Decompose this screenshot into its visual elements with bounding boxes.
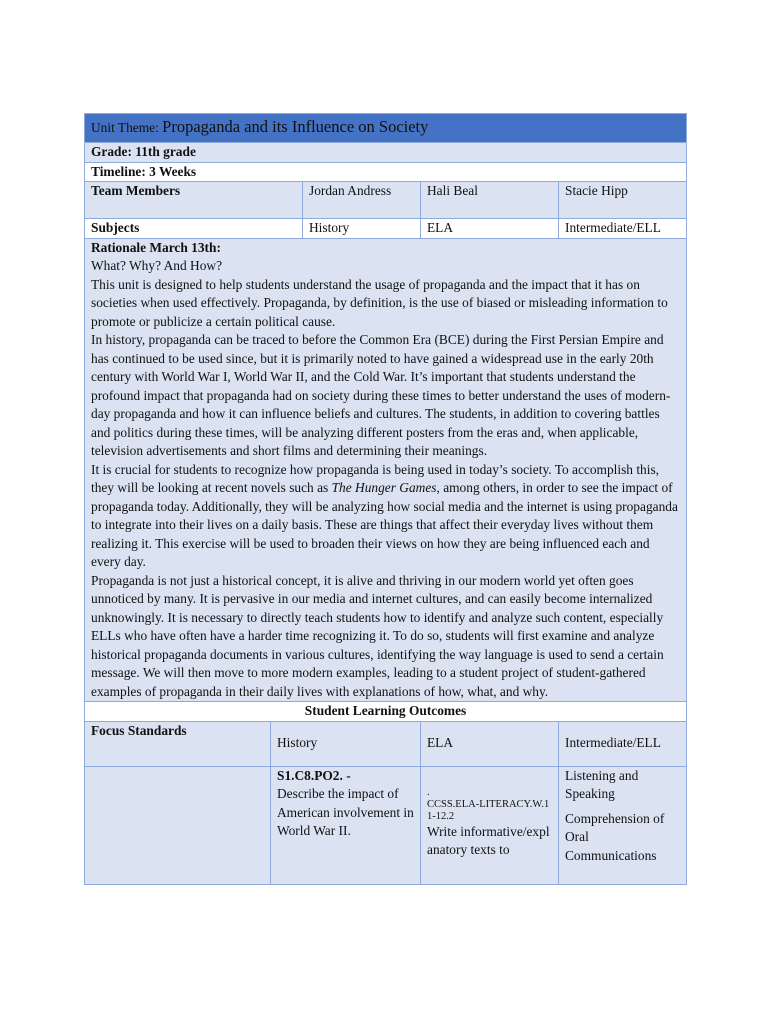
grade-row (85, 143, 687, 163)
ell-standard-line-1: Listening and Speaking (565, 767, 639, 801)
team-members-row (85, 182, 687, 219)
timeline-text: Timeline: 3 Weeks (85, 162, 687, 182)
history-standard-code: S1.C8.PO2. - (277, 767, 351, 783)
rationale-paragraph-2: In history, propaganda can be traced to before the Common Era (BCE) during the First Persian Empire and has continued to be used since, but it is primarily noted to have gained a widespread use in the early 20th century with World War I, World War II, and the Cold War. It’s important that students understand the profound impact that propaganda had on society during these times to better understand the uses of modern-day propaganda and how it can influence beliefs and cultures. The students, in addition to covering battles and politics during these times, will be analyzing different posters from the eras and, when applicable, television advertisements and short films and determining their meanings. (91, 332, 671, 458)
ell-standard-line-2: Comprehension of Oral Communications (565, 810, 665, 863)
standards-detail-row (85, 766, 687, 884)
column-ell: Intermediate/ELL (559, 721, 687, 766)
rationale-row (85, 238, 687, 702)
unit-theme-row (85, 114, 687, 143)
subject-history: History (303, 219, 421, 239)
rationale-p3-end: , among others, in order to see the impact of propaganda today. Additionally, they will be analyzing how social media and the internet is using propaganda to integrate into their lives on a daily basis. These are things that affect their everyday lives without them realizing it. This exercise will be used to broaden their views on how they are being influenced each and every day. (91, 480, 678, 569)
history-standard-text: Describe the impact of American involvement in World War II. (277, 786, 414, 838)
novel-title: The Hunger Games (331, 480, 437, 495)
standards-empty-cell (85, 766, 271, 884)
outcomes-heading: Student Learning Outcomes (85, 702, 687, 722)
team-members-label: Team Members (85, 182, 303, 219)
focus-standards-label: Focus Standards (85, 721, 271, 766)
ela-standard-dot: . (427, 786, 430, 798)
subject-ell: Intermediate/ELL (559, 219, 687, 239)
subjects-label: Subjects (85, 219, 303, 239)
team-member-3: Stacie Hipp (559, 182, 687, 219)
rationale-heading: Rationale March 13th: (91, 239, 221, 255)
unit-plan-table (84, 113, 687, 885)
team-member-2: Hali Beal (421, 182, 559, 219)
ell-standard-cell (559, 766, 687, 884)
column-history: History (271, 721, 421, 766)
outcomes-heading-row (85, 702, 687, 722)
subjects-row (85, 219, 687, 239)
team-member-1: Jordan Andress (303, 182, 421, 219)
rationale-subheading: What? Why? And How? (91, 258, 223, 273)
unit-theme-label: Unit Theme: (91, 120, 159, 136)
subject-ela: ELA (421, 219, 559, 239)
rationale-cell (85, 238, 687, 702)
focus-standards-row (85, 721, 687, 766)
timeline-row (85, 162, 687, 182)
rationale-paragraph-4: Propaganda is not just a historical concept, it is alive and thriving in our modern world yet often goes unnoticed by many. It is pervasive in our media and internet cultures, and can easily become internalized unknowingly. It is necessary to directly teach students how to identify and analyze such content, especially ELLs who have often have a harder time recognizing it. To do so, students will first examine and analyze historical propaganda documents in various cultures, identifying the way language is used to send a certain message. We will then move to more modern examples, leading to a student project of student-gathered examples of propaganda in their daily lives with explanations of how, what, and why. (91, 572, 664, 699)
rationale-p3-start: It is crucial for students to recognize how propaganda is being used in today’s society. To accomplish this, they will be looking at recent novels such as (91, 461, 660, 495)
rationale-paragraph-3 (91, 461, 680, 572)
grade-text: Grade: 11th grade (85, 143, 687, 163)
ela-standard-text: Write informative/explanatory texts to (427, 823, 550, 857)
column-ela: ELA (421, 721, 559, 766)
ela-standard-code: CCSS.ELA-LITERACY.W.11-12.2 (427, 798, 550, 822)
history-standard-cell (271, 766, 421, 884)
rationale-paragraph-1: This unit is designed to help students understand the usage of propaganda and the impact that it has on societies when used effectively. Propaganda, by definition, is the use of biased or misleading information to promote or publicize a certain political cause. (91, 276, 668, 329)
ela-standard-cell (421, 766, 559, 884)
unit-theme-title: Propaganda and its Influence on Society (162, 117, 429, 137)
